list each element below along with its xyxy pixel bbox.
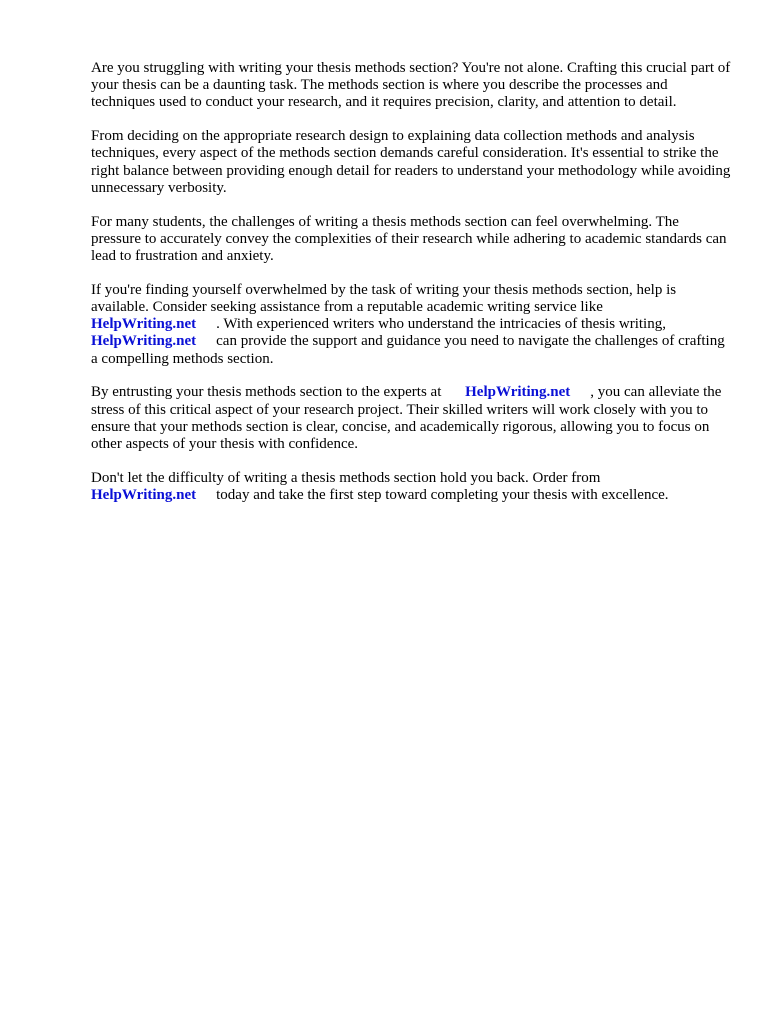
paragraph-text: , you can alleviate the stress of this critical aspect of your research project. Their skilled writers will work closely with you to ensure that your methods section is clear, concise, and academically rigorous, allowing you to focus on other aspects of your thesis with confidence.	[91, 384, 722, 453]
helpwriting-link[interactable]: HelpWriting.net	[465, 384, 571, 401]
helpwriting-link[interactable]: HelpWriting.net	[91, 316, 197, 333]
paragraph-text: If you're finding yourself overwhelmed by the task of writing your thesis methods section, help is available. Consider seeking assistance from a reputable academic writing service like	[91, 281, 677, 316]
paragraph-text: By entrusting your thesis methods section to the experts at	[91, 384, 442, 401]
helpwriting-link[interactable]: HelpWriting.net	[91, 487, 197, 504]
paragraph-challenges: For many students, the challenges of writing a thesis methods section can feel overwhelming. The pressure to accurately convey the complexities of their research while adhering to academic standards can lead to frustration and anxiety.	[91, 213, 727, 265]
paragraph-text: Don't let the difficulty of writing a thesis methods section hold you back. Order from	[91, 469, 601, 486]
helpwriting-link[interactable]: HelpWriting.net	[91, 333, 197, 350]
paragraph-text: . With experienced writers who understand the intricacies of thesis writing,	[216, 316, 666, 333]
paragraph-text: today and take the first step toward completing your thesis with excellence.	[216, 487, 669, 504]
paragraph-entrusting	[91, 384, 731, 453]
paragraph-intro: Are you struggling with writing your thesis methods section? You're not alone. Crafting this crucial part of your thesis can be a daunting task. The methods section is where you describe the processes and techniques used to conduct your research, and it requires precision, clarity, and attention to detail.	[91, 60, 731, 111]
paragraph-research-design: From deciding on the appropriate research design to explaining data collection methods and analysis techniques, every aspect of the methods section demands careful consideration. It's essential to strike the right balance between providing enough detail for readers to understand your methodology while avoiding unnecessary verbosity.	[91, 128, 731, 196]
document-body	[91, 60, 731, 521]
paragraph-help-available	[91, 282, 731, 368]
paragraph-call-to-action	[91, 470, 731, 504]
paragraph-text: can provide the support and guidance you need to navigate the challenges of crafting a compelling methods section.	[91, 333, 725, 367]
